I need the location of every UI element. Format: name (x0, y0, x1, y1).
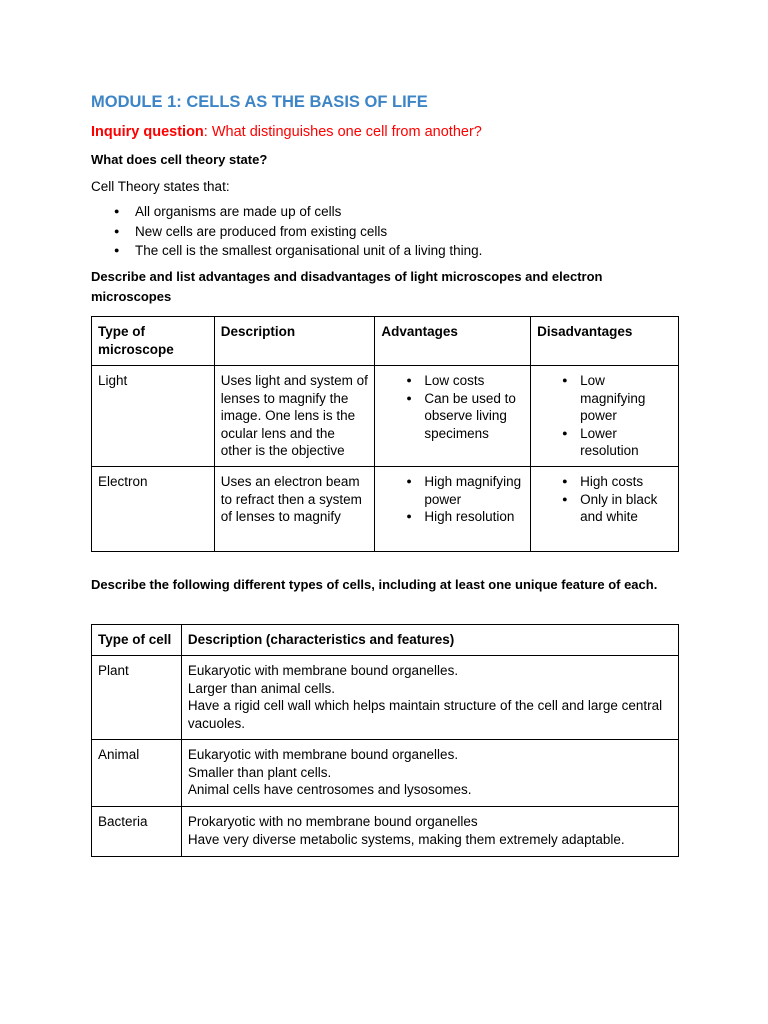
table-header-row (92, 625, 679, 656)
list-item: ● Low costs (403, 372, 524, 390)
description-line: Eukaryotic with membrane bound organelles. (187, 663, 459, 678)
column-header: Description (214, 317, 375, 366)
column-header: Description (characteristics and features) (181, 625, 678, 656)
column-header: Disadvantages (531, 317, 679, 366)
module-title: MODULE 1: CELLS AS THE BASIS OF LIFE (91, 93, 428, 111)
microscope-heading: Describe and list advantages and disadvantages of light microscopes and electron microscopes (91, 269, 603, 304)
cell-description (181, 807, 678, 857)
table-row (92, 467, 679, 552)
column-header: Type of microscope (92, 317, 215, 366)
cell-theory-heading: What does cell theory state? (91, 152, 268, 167)
list-item: ● Lower resolution (559, 425, 672, 460)
cell-type: Animal (92, 740, 182, 807)
cell-theory-list (91, 202, 482, 261)
description-line: Have very diverse metabolic systems, making them extremely adaptable. (187, 831, 625, 847)
description-line: Prokaryotic with no membrane bound organelles (187, 814, 478, 829)
list-item: ● The cell is the smallest organisational unit of a living thing. (91, 241, 482, 261)
description-line: Smaller than plant cells. (187, 764, 332, 780)
list-item: ● New cells are produced from existing cells (91, 222, 482, 242)
cell-types-heading: Describe the following different types of cells, including at least one unique feature of each. (91, 577, 658, 592)
cell-description (181, 656, 678, 740)
list-item: ● Can be used to observe living specimens (403, 390, 524, 443)
microscope-disadvantages (531, 467, 679, 552)
microscope-description: Uses light and system of lenses to magnify the image. One lens is the ocular lens and the other is the objective (214, 366, 375, 467)
list-item: ● All organisms are made up of cells (91, 202, 482, 222)
microscope-table (91, 316, 679, 552)
microscope-advantages (375, 467, 531, 552)
list-item: ● Low magnifying power (559, 372, 672, 425)
microscope-type: Electron (92, 467, 215, 552)
column-header: Advantages (375, 317, 531, 366)
cell-theory-intro: Cell Theory states that: (91, 179, 230, 194)
description-line: Larger than animal cells. (187, 680, 335, 696)
table-row (92, 656, 679, 740)
inquiry-text: : What distinguishes one cell from another? (203, 124, 482, 140)
description-line: Have a rigid cell wall which helps maintain structure of the cell and large central vacuoles. (187, 698, 663, 731)
table-row (92, 740, 679, 807)
microscope-type: Light (92, 366, 215, 467)
list-item: ● High magnifying power (403, 473, 524, 508)
cell-description (181, 740, 678, 807)
cell-type: Plant (92, 656, 182, 740)
table-header-row (92, 317, 679, 366)
column-header: Type of cell (92, 625, 182, 656)
cell-types-table (91, 624, 679, 857)
description-line: Animal cells have centrosomes and lysosomes. (187, 782, 472, 798)
list-item: ● High costs (559, 473, 672, 491)
description-line: Eukaryotic with membrane bound organelles. (187, 747, 459, 762)
microscope-description: Uses an electron beam to refract then a system of lenses to magnify (214, 467, 375, 552)
microscope-advantages (375, 366, 531, 467)
list-item: ● High resolution (403, 508, 524, 526)
table-row (92, 807, 679, 857)
microscope-disadvantages (531, 366, 679, 467)
inquiry-label: Inquiry question (91, 124, 204, 140)
table-row (92, 366, 679, 467)
list-item: ● Only in black and white (559, 491, 672, 526)
cell-type: Bacteria (92, 807, 182, 857)
inquiry-question (91, 124, 482, 140)
